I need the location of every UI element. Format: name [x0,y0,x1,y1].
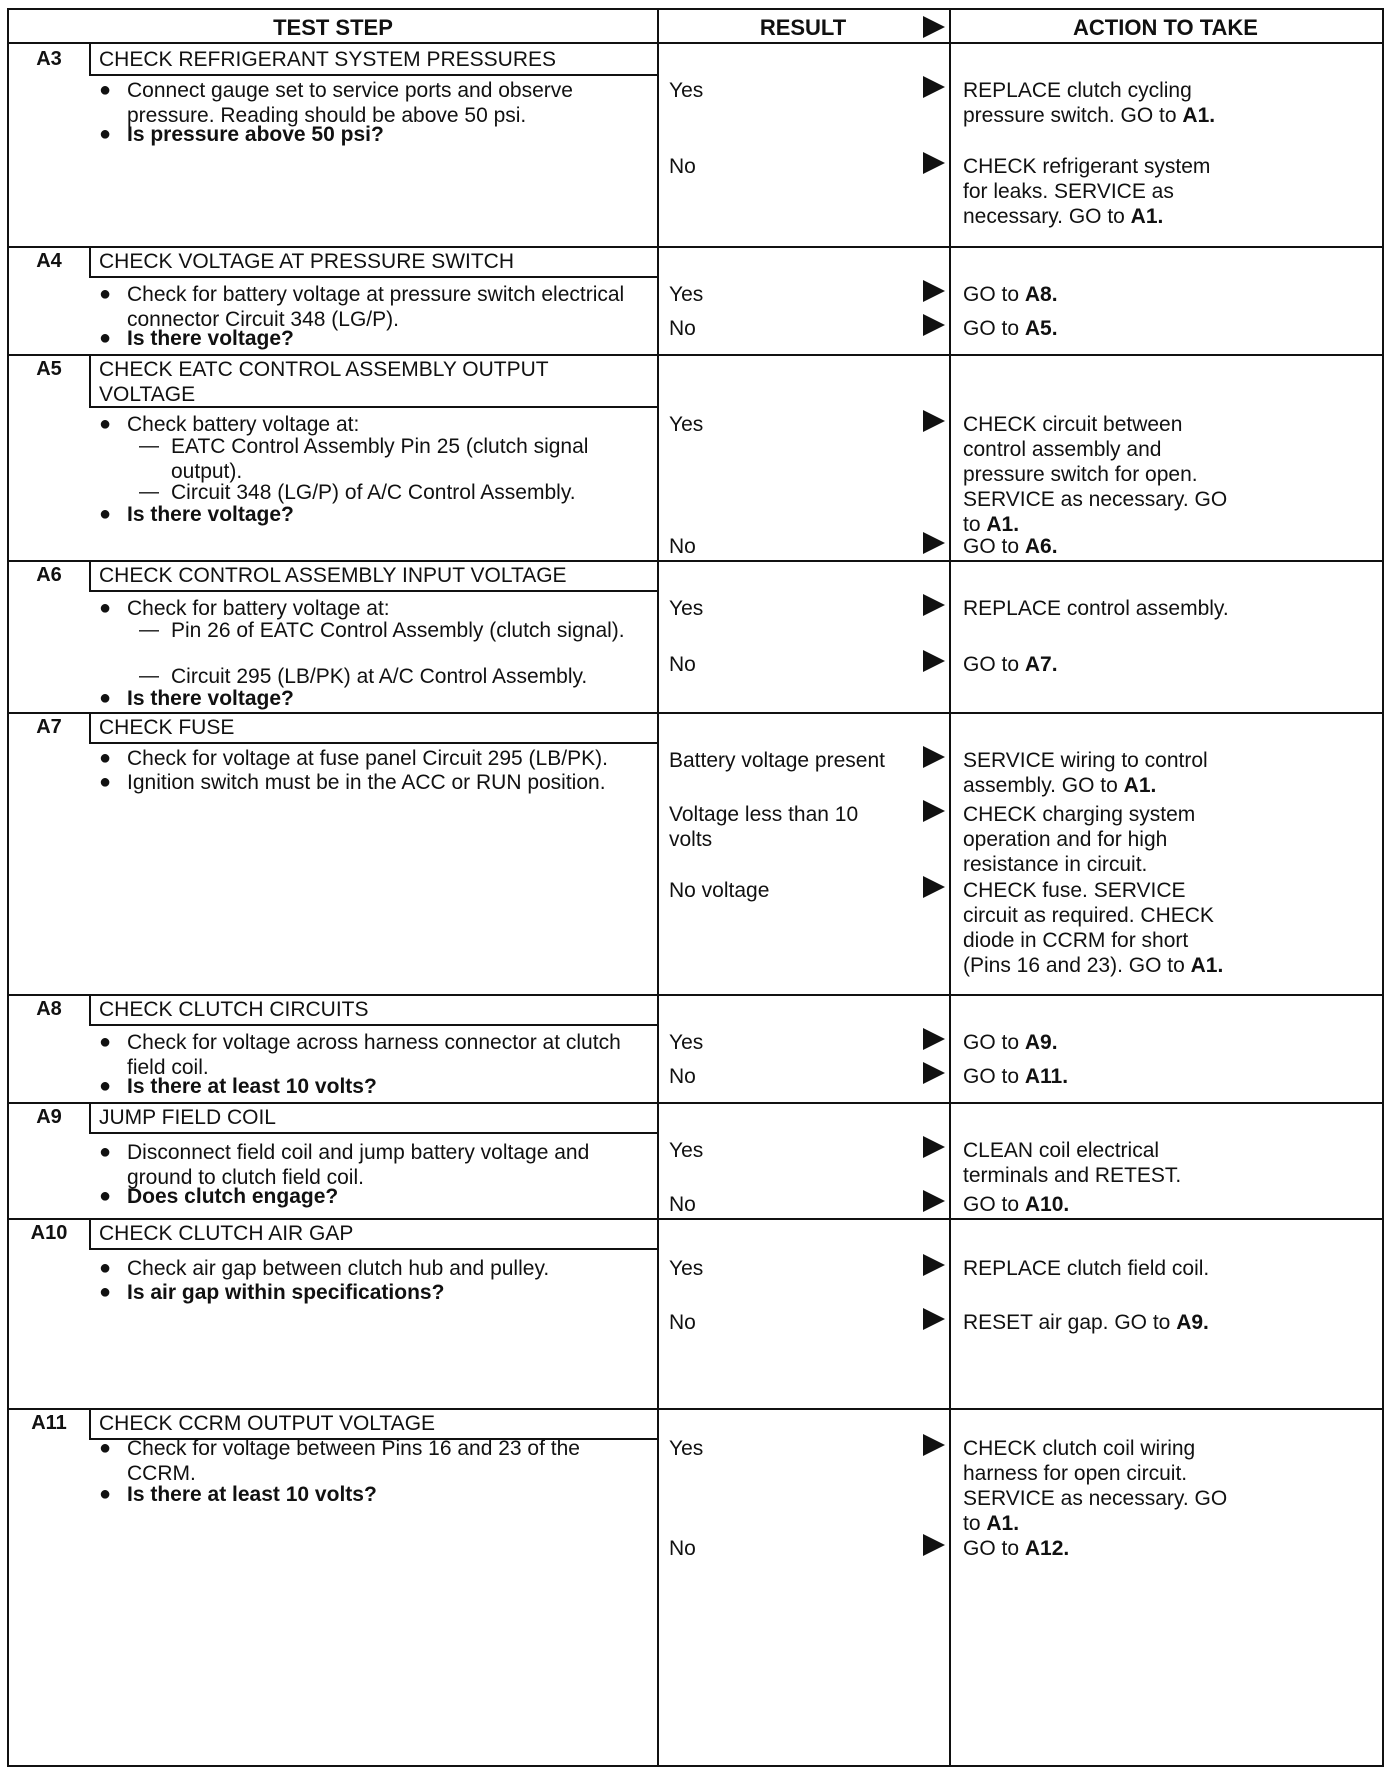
action-text-main: RESET air gap. GO to [963,1311,1177,1334]
step-title: CHECK CLUTCH CIRCUITS [99,998,369,1021]
bullet-icon: ● [99,123,112,145]
divider [9,246,1382,248]
diagnostic-table [7,8,1384,1767]
result-label: Battery voltage present [669,749,885,772]
step-question: Is there voltage? [127,687,294,710]
bullet-icon: ● [99,1185,112,1207]
action-step-ref: A5. [1024,317,1058,340]
result-label: Yes [669,283,704,306]
arrow-icon [923,1062,945,1084]
divider [9,994,1382,996]
step-id: A3 [36,48,62,70]
divider [89,712,91,742]
divider [89,74,657,76]
action-text [963,1536,1233,1561]
action-text-main: CLEAN coil electrical terminals and RETEST. [963,1139,1182,1187]
result-label: No [669,1065,696,1088]
bullet-icon: ● [99,1281,112,1303]
arrow-icon [923,876,945,898]
action-step-ref: A1. [986,513,1020,536]
step-question: Is there voltage? [127,327,294,350]
step-instruction: Check for voltage across harness connector at clutch field coil. [127,1031,621,1079]
divider [89,1102,91,1132]
result-label: Yes [669,413,704,436]
bullet-icon: ● [99,79,112,101]
bullet-icon: ● [99,1483,112,1505]
step-question: Is air gap within specifications? [127,1281,445,1304]
result-label: Yes [669,1437,704,1460]
result-label: No [669,653,696,676]
bullet-icon: ● [99,771,112,793]
step-id: A10 [30,1222,68,1244]
action-step-ref: A1. [986,1512,1020,1535]
action-text-main: CHECK clutch coil wiring harness for open circuit. SERVICE as necessary. GO to [963,1437,1228,1535]
result-label: Yes [669,79,704,102]
step-instruction: Check for voltage at fuse panel Circuit 295 (LB/PK). [127,747,608,770]
arrow-icon [923,800,945,822]
divider [89,1218,91,1248]
action-step-ref: A9. [1176,1311,1209,1334]
step-question: Is there at least 10 volts? [127,1483,377,1506]
action-text-main: GO to [963,283,1025,306]
bullet-icon: ● [99,1141,112,1163]
action-step-ref: A7. [1024,653,1058,676]
bullet-icon: ● [99,327,112,349]
action-text [963,316,1233,341]
bullet-icon: ● [99,747,112,769]
step-title: JUMP FIELD COIL [99,1106,276,1129]
action-text [963,1256,1233,1281]
action-text [963,1310,1233,1335]
step-instruction: Ignition switch must be in the ACC or RUN position. [127,771,606,794]
divider [9,354,1382,356]
result-label: No [669,535,696,558]
action-text-main: CHECK charging system operation and for high resistance in circuit. [963,803,1196,876]
bullet-icon: ● [99,1075,112,1097]
arrow-icon [923,1434,945,1456]
step-title: CHECK REFRIGERANT SYSTEM PRESSURES [99,48,557,71]
divider [89,994,91,1024]
result-label: No [669,1193,696,1216]
arrow-icon [923,410,945,432]
step-instruction: Check for battery voltage at: [127,597,390,620]
divider [89,1408,91,1438]
action-text-main: GO to [963,535,1025,558]
arrow-icon [923,746,945,768]
header-action: ACTION TO TAKE [1073,15,1258,40]
divider [89,1248,657,1250]
step-title: CHECK CLUTCH AIR GAP [99,1222,354,1245]
action-text [963,282,1233,307]
action-text [963,412,1233,537]
action-step-ref: A12. [1024,1537,1070,1560]
step-sub-item: Circuit 348 (LG/P) of A/C Control Assembly. [171,481,576,504]
header-result: RESULT [759,15,847,40]
arrow-icon [923,76,945,98]
divider [657,10,659,1765]
action-text-main: GO to [963,1065,1025,1088]
result-label: No [669,155,696,178]
arrow-icon [923,1534,945,1556]
action-step-ref: A1. [1182,104,1216,127]
result-label: Yes [669,1139,704,1162]
header-test-step: TEST STEP [273,15,393,40]
arrow-icon [923,1028,945,1050]
step-id: A9 [36,1106,62,1128]
action-text [963,652,1233,677]
result-label: No [669,1311,696,1334]
action-step-ref: A8. [1024,283,1058,306]
step-title: CHECK VOLTAGE AT PRESSURE SWITCH [99,250,515,273]
action-text-main: GO to [963,317,1025,340]
action-text-main: CHECK refrigerant system for leaks. SERVICE as necessary. GO to [963,155,1211,228]
action-step-ref: A1. [1190,954,1224,977]
action-text [963,1138,1233,1188]
action-text-main: REPLACE control assembly. [963,597,1229,620]
action-text-main: GO to [963,653,1025,676]
step-question: Is pressure above 50 psi? [127,123,384,146]
divider [89,590,657,592]
result-label: Yes [669,597,704,620]
action-text [963,1064,1233,1089]
step-title: CHECK CONTROL ASSEMBLY INPUT VOLTAGE [99,564,567,587]
step-question: Is there at least 10 volts? [127,1075,377,1098]
arrow-icon [923,280,945,302]
bullet-icon: ● [99,597,112,619]
action-text-main: CHECK fuse. SERVICE circuit as required. CHECK diode in CCRM for short (Pins 16 and 23). GO to [963,879,1214,977]
divider [89,1132,657,1134]
bullet-icon: ● [99,1257,112,1279]
step-id: A11 [31,1412,67,1434]
arrow-icon [923,1136,945,1158]
bullet-icon: ● [99,1031,112,1053]
arrow-icon [923,314,945,336]
divider [9,1408,1382,1410]
step-id: A6 [36,564,62,586]
arrow-icon [923,1190,945,1212]
arrow-icon [923,650,945,672]
action-text [963,1436,1233,1536]
divider [89,560,91,590]
divider [9,712,1382,714]
result-label: Yes [669,1257,704,1280]
arrow-icon [923,1308,945,1330]
action-step-ref: A9. [1024,1031,1058,1054]
bullet-icon: ● [99,687,112,709]
header-arrow-icon [923,16,945,38]
action-step-ref: A10. [1024,1193,1070,1216]
step-title: CHECK CCRM OUTPUT VOLTAGE [99,1412,436,1435]
step-question: Does clutch engage? [127,1185,339,1208]
dash-marker: — [139,665,159,687]
step-id: A4 [36,250,62,272]
action-text [963,534,1233,559]
action-text-main: REPLACE clutch field coil. [963,1257,1210,1280]
action-step-ref: A1. [1130,205,1164,228]
step-sub-item: Circuit 295 (LB/PK) at A/C Control Assembly. [171,665,588,688]
arrow-icon [923,532,945,554]
result-label: Yes [669,1031,704,1054]
dash-marker: — [139,481,159,503]
action-text [963,1030,1233,1055]
action-text [963,154,1233,229]
step-instruction: Disconnect field coil and jump battery voltage and ground to clutch field coil. [127,1141,590,1189]
action-text-main: GO to [963,1193,1025,1216]
bullet-icon: ● [99,503,112,525]
divider [9,560,1382,562]
step-instruction: Check for battery voltage at pressure switch electrical connector Circuit 348 (LG/P). [127,283,625,331]
bullet-icon: ● [99,413,112,435]
step-instruction: Check for voltage between Pins 16 and 23 of the CCRM. [127,1437,580,1485]
arrow-icon [923,1254,945,1276]
step-title: CHECK FUSE [99,716,235,739]
action-text-main: SERVICE wiring to control assembly. GO to [963,749,1208,797]
divider [89,1024,657,1026]
step-id: A7 [36,716,62,738]
divider [89,276,657,278]
action-text [963,78,1233,128]
action-text-main: CHECK circuit between control assembly and pressure switch for open. SERVICE as necessary. GO to [963,413,1228,536]
dash-marker: — [139,435,159,457]
divider [9,1102,1382,1104]
action-step-ref: A6. [1024,535,1058,558]
step-sub-item: Pin 26 of EATC Control Assembly (clutch signal). [171,619,625,642]
bullet-icon: ● [99,1437,112,1459]
action-text-main: GO to [963,1031,1025,1054]
divider [89,742,657,744]
result-label: No [669,1537,696,1560]
action-step-ref: A1. [1123,774,1157,797]
bullet-icon: ● [99,283,112,305]
step-instruction: Connect gauge set to service ports and observe pressure. Reading should be above 50 psi. [127,79,573,127]
divider [949,10,951,1765]
step-instruction: Check air gap between clutch hub and pulley. [127,1257,550,1280]
arrow-icon [923,594,945,616]
action-text-main: GO to [963,1537,1025,1560]
divider [9,1218,1382,1220]
action-text [963,802,1233,877]
divider [89,354,91,406]
dash-marker: — [139,619,159,641]
result-label: Voltage less than 10 volts [669,803,859,851]
action-step-ref: A11. [1024,1065,1069,1088]
action-text [963,596,1233,621]
step-sub-item: EATC Control Assembly Pin 25 (clutch signal output). [171,435,589,483]
step-id: A8 [36,998,62,1020]
divider [89,246,91,276]
divider [9,42,1382,44]
step-id: A5 [36,358,62,380]
action-text [963,878,1233,978]
step-title: CHECK EATC CONTROL ASSEMBLY OUTPUT VOLTAGE [99,358,549,406]
arrow-icon [923,152,945,174]
step-question: Is there voltage? [127,503,294,526]
action-text-main: REPLACE clutch cycling pressure switch. GO to [963,79,1192,127]
step-instruction: Check battery voltage at: [127,413,360,436]
result-label: No [669,317,696,340]
action-text [963,748,1233,798]
divider [89,44,91,74]
action-text [963,1192,1233,1217]
result-label: No voltage [669,879,770,902]
